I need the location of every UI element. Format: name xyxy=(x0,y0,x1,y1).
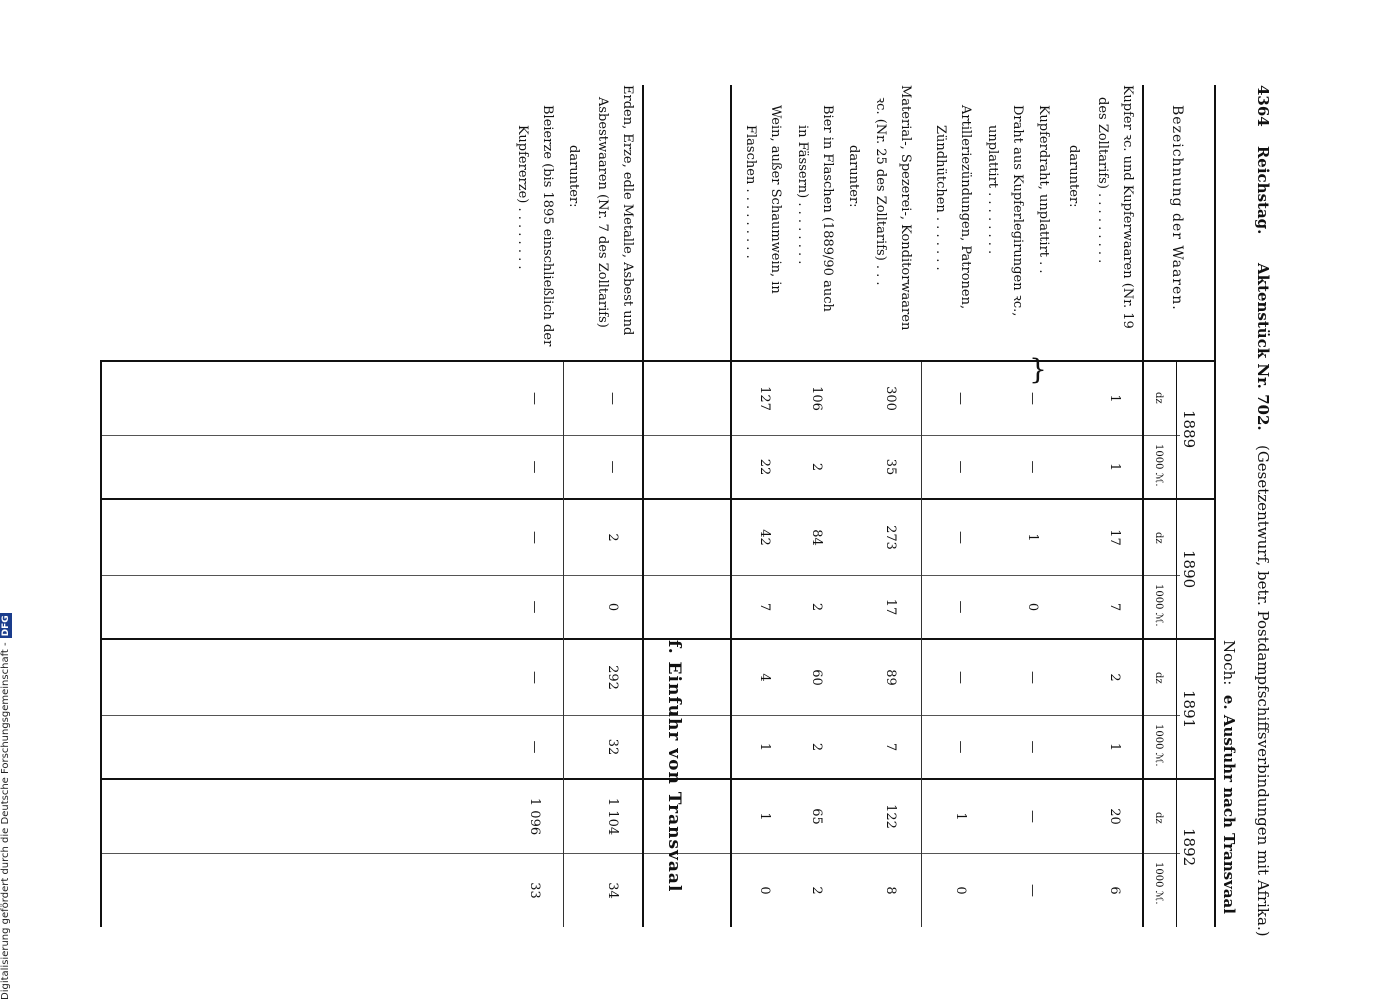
sub-sep-1892 xyxy=(100,853,1180,854)
cell-kupfer-1891-dz: 2 xyxy=(1107,673,1122,682)
cell-wein-1892-dz: 1 xyxy=(757,812,772,821)
cell-kupfer-1889-val: 1 xyxy=(1107,462,1122,472)
rule-after-erden xyxy=(563,362,564,927)
subject-text: (Gesetzentwurf, betr. Postdampfschiffsverbindungen mit Afrika.) xyxy=(1254,444,1272,937)
cell-draht-1889-val: — xyxy=(1025,460,1040,474)
row-label-wein: Wein, außer Schaumwein, in Flaschen . . . . . . . . . xyxy=(743,105,783,294)
cell-artillerie-1890-val: — xyxy=(953,600,968,614)
cell-artillerie-1891-val: — xyxy=(953,740,968,754)
cell-material-1889-dz: 300 xyxy=(883,386,898,411)
cell-bleierze-1889-val: — xyxy=(527,460,542,474)
cell-material-1892-val: 8 xyxy=(883,886,898,895)
cell-kupfer-1890-dz: 17 xyxy=(1107,529,1122,546)
cell-wein-1892-val: 0 xyxy=(757,886,772,895)
rule-end-section-e xyxy=(730,85,732,927)
cell-bier-1889-val: 2 xyxy=(809,462,824,472)
unit-dz-1889: dz xyxy=(1153,392,1164,404)
row-label-bleierze: Bleierze (bis 1895 einschließlich der Kupfererze) . . . . . . . . xyxy=(515,105,555,347)
year-1889: 1889 xyxy=(1180,410,1198,449)
cell-bleierze-1890-dz: — xyxy=(527,531,542,544)
row-label-material: Material-, Spezerei-, Konditorwaaren ꝛc. (Nr. 25 des Zolltarifs) . . . xyxy=(873,85,913,331)
cell-draht-1891-val: — xyxy=(1025,740,1040,754)
sub-sep-1891 xyxy=(100,715,1180,716)
col-sep-1890 xyxy=(100,638,1214,640)
cell-erden-1892-val: 34 xyxy=(605,882,620,899)
file-label: Aktenstück Nr. 702. xyxy=(1254,263,1272,431)
cell-kupfer-1892-dz: 20 xyxy=(1107,808,1122,825)
cell-bleierze-1891-dz: — xyxy=(527,671,542,684)
dfg-logo: DFG xyxy=(1,615,11,637)
unit-dz-1890: dz xyxy=(1153,532,1164,544)
page-header xyxy=(1254,85,1272,937)
sub-sep-1889 xyxy=(100,435,1180,436)
year-1892: 1892 xyxy=(1180,828,1198,867)
row-label-artillerie: Artilleriezündungen, Patronen, Zündhütchen . . . . . . . xyxy=(933,105,973,310)
cell-bier-1892-dz: 65 xyxy=(809,808,824,825)
digitization-credit xyxy=(0,0,20,1000)
header-bottom-rule xyxy=(1142,85,1144,927)
cell-material-1890-val: 17 xyxy=(883,598,898,616)
cell-bier-1892-val: 2 xyxy=(809,886,824,895)
cell-bier-1889-dz: 106 xyxy=(809,386,824,411)
cell-draht-1892-val: — xyxy=(1025,884,1040,897)
cell-erden-1892-dz: 1 104 xyxy=(605,797,620,836)
table-bottom-rule xyxy=(100,362,102,927)
cell-wein-1891-dz: 4 xyxy=(757,673,772,682)
section-f-title: f. Einfuhr von Transvaal xyxy=(664,640,684,893)
cell-draht-1891-dz: — xyxy=(1025,671,1040,684)
credit-text: Digitalisierung gefördert durch die Deutsche Forschungsgemeinschaft - xyxy=(0,642,11,1000)
cell-artillerie-1892-dz: 1 xyxy=(953,812,968,821)
unit-value-1890: 1000 ℳ. xyxy=(1153,584,1164,627)
cell-draht-1889-dz: — xyxy=(1025,392,1040,405)
row-label-bier: Bier in Flaschen (1889/90 auch in Fässern) . . . . . . . . xyxy=(795,105,835,312)
year-1890: 1890 xyxy=(1180,550,1198,589)
sub-sep-1890 xyxy=(100,575,1180,576)
cell-bleierze-1892-val: 33 xyxy=(527,882,542,899)
cell-kupfer-1892-val: 6 xyxy=(1107,886,1122,895)
cell-material-1892-dz: 122 xyxy=(883,804,898,829)
cell-erden-1890-dz: 2 xyxy=(605,533,620,542)
cell-bier-1891-val: 2 xyxy=(809,742,824,752)
row-label-draht-legirungen: Draht aus Kupferlegirungen ꝛc., unplattirt . . . . . . . . xyxy=(985,105,1025,317)
cell-artillerie-1890-dz: — xyxy=(953,531,968,544)
cell-artillerie-1891-dz: — xyxy=(953,671,968,684)
cell-draht-1890-val: 0 xyxy=(1025,602,1040,612)
unit-value-1891: 1000 ℳ. xyxy=(1153,724,1164,767)
row-label-darunter-3: darunter: xyxy=(566,145,581,208)
unit-value-1889: 1000 ℳ. xyxy=(1153,444,1164,487)
rule-after-kupfer xyxy=(921,362,922,927)
cell-bleierze-1891-val: — xyxy=(527,740,542,754)
row-label-erden: Erden, Erze, edle Metalle, Asbest und Asbestwaaren (Nr. 7 des Zolltarifs) xyxy=(595,85,635,336)
section-e-title: e. Ausfuhr nach Transvaal xyxy=(1220,694,1238,914)
parliament-label: Reichstag. xyxy=(1254,145,1272,235)
cell-bier-1890-dz: 84 xyxy=(809,529,824,546)
row-label-kupfer: Kupfer ꝛc. und Kupferwaaren (Nr. 19 des Zolltarifs) . . . . . . . . . xyxy=(1095,85,1135,329)
unit-dz-1892: dz xyxy=(1153,812,1164,824)
cell-bleierze-1892-dz: 1 096 xyxy=(527,797,542,836)
cell-draht-1890-dz: 1 xyxy=(1025,533,1040,542)
cell-artillerie-1889-dz: — xyxy=(953,392,968,405)
cell-wein-1889-val: 22 xyxy=(757,458,772,476)
cell-artillerie-1889-val: — xyxy=(953,460,968,474)
cell-kupfer-1889-dz: 1 xyxy=(1107,394,1122,403)
cell-bleierze-1890-val: — xyxy=(527,600,542,614)
brace-mark: { xyxy=(1029,354,1047,388)
cell-bleierze-1889-dz: — xyxy=(527,392,542,405)
cell-artillerie-1892-val: 0 xyxy=(953,886,968,895)
cell-erden-1891-dz: 292 xyxy=(605,665,620,690)
cell-erden-1890-val: 0 xyxy=(605,602,620,612)
cell-kupfer-1890-val: 7 xyxy=(1107,602,1122,612)
cell-wein-1889-dz: 127 xyxy=(757,386,772,411)
cell-bier-1891-dz: 60 xyxy=(809,669,824,686)
cell-bier-1890-val: 2 xyxy=(809,602,824,612)
cell-wein-1890-dz: 42 xyxy=(757,529,772,546)
section-e-prefix: Noch: xyxy=(1220,640,1238,686)
cell-erden-1889-dz: — xyxy=(605,392,620,405)
unit-dz-1891: dz xyxy=(1153,672,1164,684)
col-sep-1889 xyxy=(100,498,1214,500)
section-f-top-rule xyxy=(642,85,644,927)
table-top-rule xyxy=(1214,85,1216,927)
cell-kupfer-1891-val: 1 xyxy=(1107,742,1122,752)
cell-material-1891-dz: 89 xyxy=(883,669,898,686)
cell-wein-1890-val: 7 xyxy=(757,602,772,612)
year-underline xyxy=(1176,362,1177,927)
cell-erden-1891-val: 32 xyxy=(605,738,620,756)
cell-material-1891-val: 7 xyxy=(883,742,898,752)
year-1891: 1891 xyxy=(1180,690,1198,729)
row-label-darunter-2: darunter: xyxy=(846,145,861,208)
col-sep-1891 xyxy=(100,778,1214,780)
cell-draht-1892-dz: — xyxy=(1025,810,1040,823)
cell-erden-1889-val: — xyxy=(605,460,620,474)
cell-material-1889-val: 35 xyxy=(883,458,898,476)
page-number: 4364 xyxy=(1254,85,1272,127)
goods-column-header: Bezeichnung der Waaren. xyxy=(1169,105,1185,311)
section-e-heading xyxy=(1220,640,1238,914)
cell-material-1890-dz: 273 xyxy=(883,525,898,550)
cell-wein-1891-val: 1 xyxy=(757,742,772,752)
row-label-kupferdraht: Kupferdraht, unplattirt . . xyxy=(1036,105,1051,274)
row-label-darunter-1: darunter: xyxy=(1066,145,1081,208)
unit-value-1892: 1000 ℳ. xyxy=(1153,862,1164,905)
